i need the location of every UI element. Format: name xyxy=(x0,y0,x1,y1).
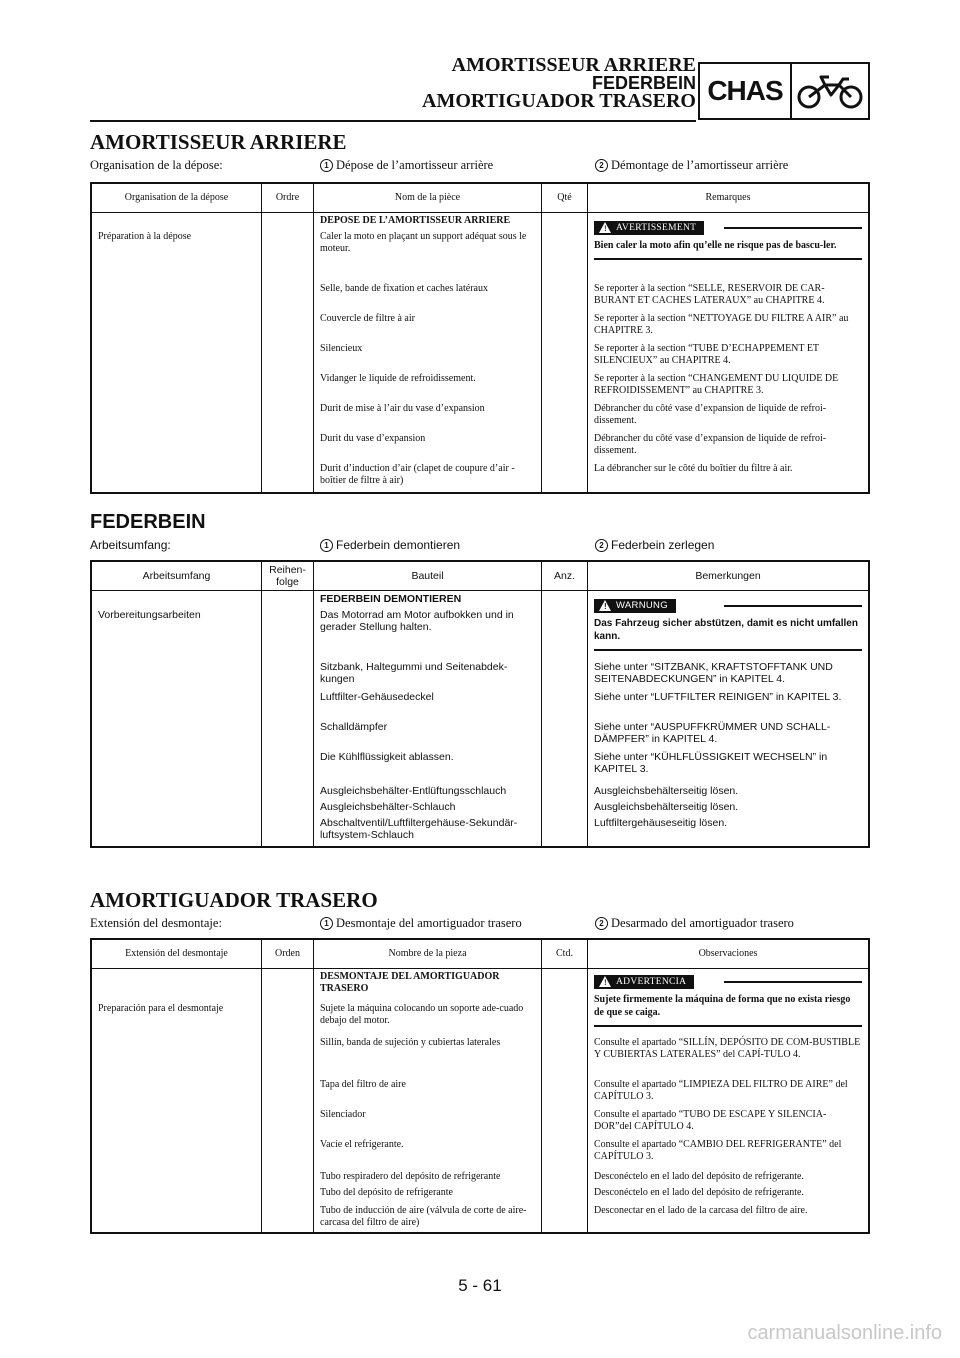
warning-tag: ! WARNUNG xyxy=(594,599,676,613)
part-name: Tubo del depósito de refrigerante xyxy=(320,1187,453,1198)
disassembly-table xyxy=(90,182,870,494)
warning-icon: ! xyxy=(599,600,611,611)
part-name: Tubo respiradero del depósito de refrigerante xyxy=(320,1171,501,1182)
page-number: 5 - 61 xyxy=(458,1276,502,1295)
scope-label: Extensión del desmontaje: xyxy=(90,916,222,930)
remark: Siehe unter “LUFTFILTER REINIGEN” in KAPITEL 3. xyxy=(594,691,842,703)
column-header: Bemerkungen xyxy=(695,570,761,582)
scope-line xyxy=(90,158,870,176)
remark: Se reporter à la section “NETTOYAGE DU FILTRE A AIR” au CHAPITRE 3. xyxy=(594,313,849,336)
motorcycle-icon xyxy=(792,64,868,118)
warning-tag: ! AVERTISSEMENT xyxy=(594,221,704,235)
table-header xyxy=(92,940,868,969)
section-title: FEDERBEIN xyxy=(90,511,206,533)
subheading: DEPOSE DE L’AMORTISSEUR ARRIERE xyxy=(320,215,511,226)
remark: Se reporter à la section “CHANGEMENT DU LIQUIDE DE REFROIDISSEMENT” au CHAPITRE 3. xyxy=(594,373,839,396)
scope-item-1: 1 Desmontaje del amortiguador trasero xyxy=(320,916,522,931)
part-name: Luftfilter-Gehäusedeckel xyxy=(320,691,434,703)
part-name: Abschaltventil/Luftfiltergehäuse-Sekundär-luftsystem-Schlauch xyxy=(320,817,518,841)
warning-text: Das Fahrzeug sicher abstützen, damit es nicht umfallen kann. xyxy=(594,618,858,642)
table-header xyxy=(92,562,868,591)
part-name: Sillín, banda de sujeción y cubiertas laterales xyxy=(320,1037,501,1048)
section-es xyxy=(90,888,870,1228)
part-name: Die Kühlflüssigkeit ablassen. xyxy=(320,751,454,763)
disassembly-table xyxy=(90,560,870,848)
scope-line xyxy=(90,916,870,934)
remark: Consulte el apartado “LIMPIEZA DEL FILTRO DE AIRE” del CAPÍTULO 3. xyxy=(594,1079,848,1102)
scope-label: Arbeitsumfang: xyxy=(90,538,171,552)
remark: Luftfiltergehäuseseitig lösen. xyxy=(594,817,728,829)
remark: Débrancher du côté vase d’expansion de liquide de refroi-dissement. xyxy=(594,433,827,456)
remark: Desconéctelo en el lado del depósito de refrigerante. xyxy=(594,1187,804,1198)
column-header: Bauteil xyxy=(314,562,542,590)
warning-icon: ! xyxy=(599,222,611,233)
section-de xyxy=(90,510,870,841)
part-name: Selle, bande de fixation et caches latéraux xyxy=(320,283,488,294)
part-name: Caler la moto en plaçant un support adéquat sous le moteur. xyxy=(320,231,527,254)
warning-box xyxy=(594,599,862,651)
warning-icon: ! xyxy=(599,976,611,987)
column-header: Observaciones xyxy=(698,948,758,959)
part-name: Tapa del filtro de aire xyxy=(320,1079,406,1090)
part-name: Sitzbank, Haltegummi und Seitenabdek-kungen xyxy=(320,661,508,685)
remark: Consulte el apartado “SILLÍN, DEPÓSITO DE COM-BUSTIBLE Y CUBIERTAS LATERALES” del CAPÍ-TULO 4. xyxy=(594,1037,861,1060)
section-title: AMORTISSEUR ARRIERE xyxy=(90,130,347,154)
part-name: Durit d’induction d’air (clapet de coupure d’air - boîtier de filtre à air) xyxy=(320,463,515,486)
warning-tag: ! ADVERTENCIA xyxy=(594,975,694,989)
page-header xyxy=(90,56,870,122)
column-header: Anz. xyxy=(542,562,588,590)
remark: Desconéctelo en el lado del depósito de refrigerante. xyxy=(594,1171,804,1182)
disassembly-table xyxy=(90,938,870,1234)
warning-box xyxy=(594,221,862,260)
scope-item-2: 2 Federbein zerlegen xyxy=(595,538,714,552)
column-header: Ctd. xyxy=(542,940,588,968)
section-title: AMORTIGUADOR TRASERO xyxy=(90,888,378,912)
column-header: Organisation de la dépose xyxy=(92,184,262,212)
column-header: Ordre xyxy=(262,184,314,212)
remark: Consulte el apartado “CAMBIO DEL REFRIGERANTE” del CAPÍTULO 3. xyxy=(594,1139,842,1162)
header-titles xyxy=(422,56,696,110)
header-rule xyxy=(90,120,696,122)
warning-text: Bien caler la moto afin qu’elle ne risque pas de bascu-ler. xyxy=(594,240,837,251)
table-header xyxy=(92,184,868,213)
prep-label: Préparation à la dépose xyxy=(98,231,192,242)
watermark: carmanualsonline.info xyxy=(747,1322,942,1344)
remark: Se reporter à la section “TUBE D’ECHAPPEMENT ET SILENCIEUX” au CHAPITRE 4. xyxy=(594,343,819,366)
part-name: Couvercle de filtre à air xyxy=(320,313,415,324)
remark: Siehe unter “AUSPUFFKRÜMMER UND SCHALL-DÄMPFER” in KAPITEL 4. xyxy=(594,721,831,745)
part-name: Sujete la máquina colocando un soporte ade-cuado debajo del motor. xyxy=(320,1003,524,1026)
part-name: Durit de mise à l’air du vase d’expansion xyxy=(320,403,485,414)
subheading: DESMONTAJE DEL AMORTIGUADOR TRASERO xyxy=(320,971,500,994)
remark: Consulte el apartado “TUBO DE ESCAPE Y SILENCIA-DOR”del CAPÍTULO 4. xyxy=(594,1109,827,1132)
scope-item-2: 2 Desarmado del amortiguador trasero xyxy=(595,916,794,931)
remark: La débrancher sur le côté du boîtier du filtre à air. xyxy=(594,463,793,474)
part-name: Ausgleichsbehälter-Entlüftungsschlauch xyxy=(320,785,507,797)
scope-item-2: 2 Démontage de l’amortisseur arrière xyxy=(595,158,788,173)
scope-item-1: 1 Federbein demontieren xyxy=(320,538,460,552)
column-header: Extensión del desmontaje xyxy=(92,940,262,968)
prep-label: Preparación para el desmontaje xyxy=(98,1003,224,1014)
scope-label: Organisation de la dépose: xyxy=(90,158,223,172)
remark: Ausgleichsbehälterseitig lösen. xyxy=(594,801,739,813)
remark: Débrancher du côté vase d’expansion de liquide de refroi-dissement. xyxy=(594,403,827,426)
remark: Siehe unter “KÜHLFLÜSSIGKEIT WECHSELN” in KAPITEL 3. xyxy=(594,751,828,775)
column-header: Nom de la pièce xyxy=(314,184,542,212)
column-header: Arbeitsumfang xyxy=(92,562,262,590)
column-header: Orden xyxy=(262,940,314,968)
part-name: Ausgleichsbehälter-Schlauch xyxy=(320,801,456,813)
part-name: Schalldämpfer xyxy=(320,721,388,733)
header-title-de: FEDERBEIN xyxy=(591,73,696,93)
part-name: Silencieux xyxy=(320,343,363,354)
scope-item-1: 1 Dépose de l’amortisseur arrière xyxy=(320,158,493,173)
column-header: Reihen-folge xyxy=(262,562,314,590)
column-header: Remarques xyxy=(705,192,751,203)
chapter-badge-label: CHAS xyxy=(700,64,792,118)
prep-label: Vorbereitungsarbeiten xyxy=(98,609,201,621)
header-title-es: AMORTIGUADOR TRASERO xyxy=(422,90,696,112)
part-name: Silenciador xyxy=(320,1109,366,1120)
part-name: Tubo de inducción de aire (válvula de corte de aire-carcasa del filtro de aire) xyxy=(320,1205,527,1228)
part-name: Vidanger le liquide de refroidissement. xyxy=(320,373,476,384)
subheading: FEDERBEIN DEMONTIEREN xyxy=(320,593,462,605)
section-fr xyxy=(90,130,870,486)
part-name: Das Motorrad am Motor aufbokken und in gerader Stellung halten. xyxy=(320,609,514,633)
column-header: Qté xyxy=(542,184,588,212)
warning-box xyxy=(594,975,862,1027)
part-name: Durit du vase d’expansion xyxy=(320,433,426,444)
remark: Ausgleichsbehälterseitig lösen. xyxy=(594,785,739,797)
column-header: Nombre de la pieza xyxy=(314,940,542,968)
remark: Siehe unter “SITZBANK, KRAFTSTOFFTANK UND SEITENABDECKUNGEN” in KAPITEL 4. xyxy=(594,661,833,685)
scope-line xyxy=(90,538,870,556)
part-name: Vacíe el refrigerante. xyxy=(320,1139,404,1150)
remark: Se reporter à la section “SELLE, RESERVOIR DE CAR-BURANT ET CACHES LATERAUX” au CHAPITRE 4. xyxy=(594,283,825,306)
remark: Desconectar en el lado de la carcasa del filtro de aire. xyxy=(594,1205,808,1216)
header-title-fr: AMORTISSEUR ARRIERE xyxy=(451,54,696,76)
chapter-badge xyxy=(698,62,870,120)
warning-text: Sujete firmemente la máquina de forma que no exista riesgo de que se caiga. xyxy=(594,994,851,1018)
